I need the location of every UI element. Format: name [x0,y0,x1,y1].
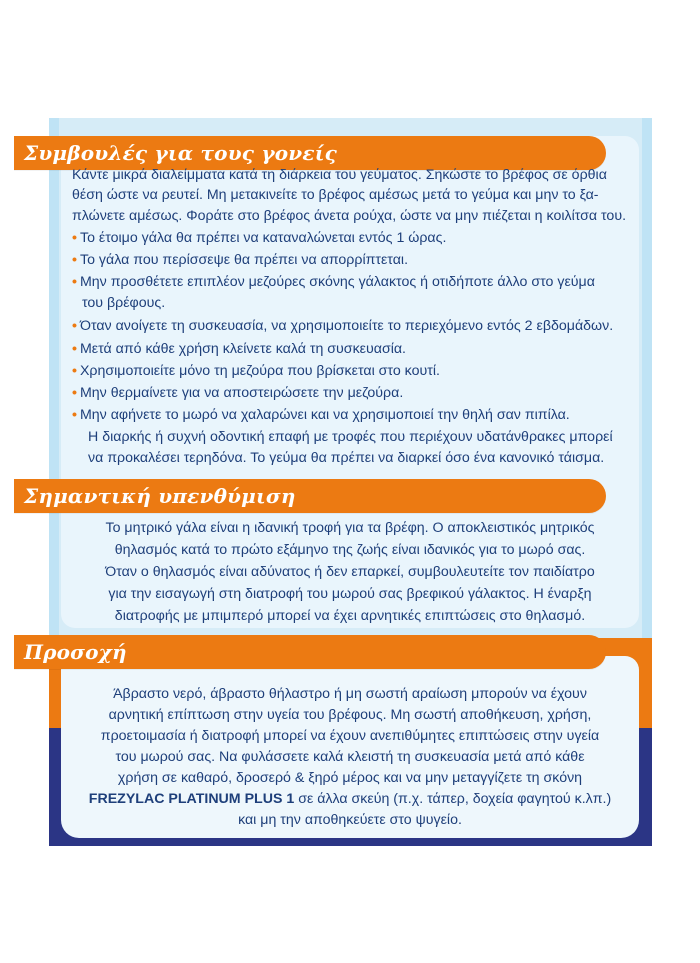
tips-bullet-2 [72,250,408,271]
caution-header [14,635,606,669]
bullet-dot: • [72,252,77,268]
bullet-dot: • [72,385,77,401]
caution-line-4: του μωρού σας. Να φυλάσσετε καλά κλειστή τη συσκευασία μετά από κάθε [115,749,585,765]
tips-bullet-1 [72,228,446,249]
reminder-title: Σημαντική υπενθύμιση [24,484,296,508]
tips-bullet-7 [72,383,403,404]
tips-bullet-text: Μην προσθέτετε επιπλέον μεζούρες σκόνης γάλακτος ή οτιδήποτε άλλο στο γεύμα [79,274,595,290]
caution-title: Προσοχή [24,640,127,664]
caution-line-7: και μη την αποθηκεύετε στο ψυγείο. [238,812,462,828]
bullet-dot: • [72,230,77,246]
tips-intro-line-3: πλώνετε αμέσως. Φοράτε στο βρέφος άνετα ρούχα, ώστε να μην πιέζεται η κοιλίτσα του. [72,208,627,224]
tips-bullet-3-continuation: του βρέφους. [82,295,166,311]
tips-bullet-text: Όταν ανοίγετε τη συσκευασία, να χρησιμοποιείτε το περιεχόμενο εντός 2 εβδομάδων. [79,318,614,334]
tips-bullet-6 [72,361,440,382]
bullet-dot: • [72,363,77,379]
tips-bullet-5 [72,339,406,360]
tips-bullet-text: Το γάλα που περίσσεψε θα πρέπει να απορρίπτεται. [79,252,409,268]
reminder-header [14,479,606,513]
tips-bullet-text: Μετά από κάθε χρήση κλείνετε καλά τη συσκευασία. [79,341,406,357]
tips-bullet-4 [72,316,613,337]
tips-intro-line-2: θέση ώστε να ρευτεί. Μη μετακινείτε το βρέφος αμέσως μετά το γεύμα και μην το ξα- [72,187,599,203]
bullet-dot: • [72,318,77,334]
reminder-line-4: για την εισαγωγή στη διατροφή του μωρού σας βρεφικού γάλακτος. Η έναρξη [108,586,592,602]
reminder-line-2: θηλασμός κατά το πρώτο εξάμηνο της ζωής είναι ιδανικός για το μωρό σας. [114,542,586,558]
bullet-dot: • [72,407,77,423]
tips-bullet-text: Μην αφήνετε το μωρό να χαλαρώνει και να χρησιμοποιεί την θηλή σαν πιπίλα. [79,407,570,423]
caution-line-6-tail: σε άλλα σκεύη (π.χ. τάπερ, δοχεία φαγητού κ.λπ.) [294,791,612,807]
caution-line-3: προετοιμασία ή διατροφή μπορεί να έχουν ανεπιθύμητες επιπτώσεις στην υγεία [100,728,600,744]
tips-intro-line-1: Κάντε μικρά διαλείμματα κατά τη διάρκεια του γεύματος. Σηκώστε το βρέφος σε όρθια [72,167,607,183]
tips-bullet-text: Το έτοιμο γάλα θα πρέπει να καταναλώνεται εντός 1 ώρας. [79,230,447,246]
tips-bullet-8 [72,405,570,426]
tips-title: Συμβουλές για τους γονείς [24,141,337,165]
reminder-line-1: Το μητρικό γάλα είναι η ιδανική τροφή για τα βρέφη. Ο αποκλειστικός μητρικός [105,520,595,536]
caution-line-2: αρνητική επίπτωση στην υγεία του βρέφους. Μη σωστή αποθήκευση, χρήση, [108,707,592,723]
bullet-dot: • [72,341,77,357]
reminder-line-5: διατροφής με μπιμπερό μπορεί να έχει αρνητικές επιπτώσεις στο θηλασμό. [114,608,586,624]
tips-bullet-text: Μην θερμαίνετε για να αποστειρώσετε την μεζούρα. [79,385,404,401]
tips-bullet-8-continuation-2: να προκαλέσει τερηδόνα. Το γεύμα θα πρέπει να διαρκεί όσο ένα κανονικό τάισμα. [88,450,605,466]
bullet-dot: • [72,274,77,290]
caution-line-6 [60,789,640,810]
caution-line-5: χρήση σε καθαρό, δροσερό & ξηρό μέρος και να μην μεταγγίζετε τη σκόνη [117,770,583,786]
tips-bullet-3 [72,272,595,293]
reminder-line-3: Όταν ο θηλασμός είναι αδύνατος ή δεν επαρκεί, συμβουλευτείτε τον παιδίατρο [105,564,595,580]
tips-bullet-8-continuation-1: Η διαρκής ή συχνή οδοντική επαφή με τροφές που περιέχουν υδατάνθρακες μπορεί [88,429,613,445]
product-name: FREZYLAC PLATINUM PLUS 1 [88,791,295,807]
caution-line-1: Άβραστο νερό, άβραστο θήλαστρο ή μη σωστή αραίωση μπορούν να έχουν [113,686,587,702]
tips-bullet-text: Χρησιμοποιείτε μόνο τη μεζούρα που βρίσκεται στο κουτί. [79,363,440,379]
